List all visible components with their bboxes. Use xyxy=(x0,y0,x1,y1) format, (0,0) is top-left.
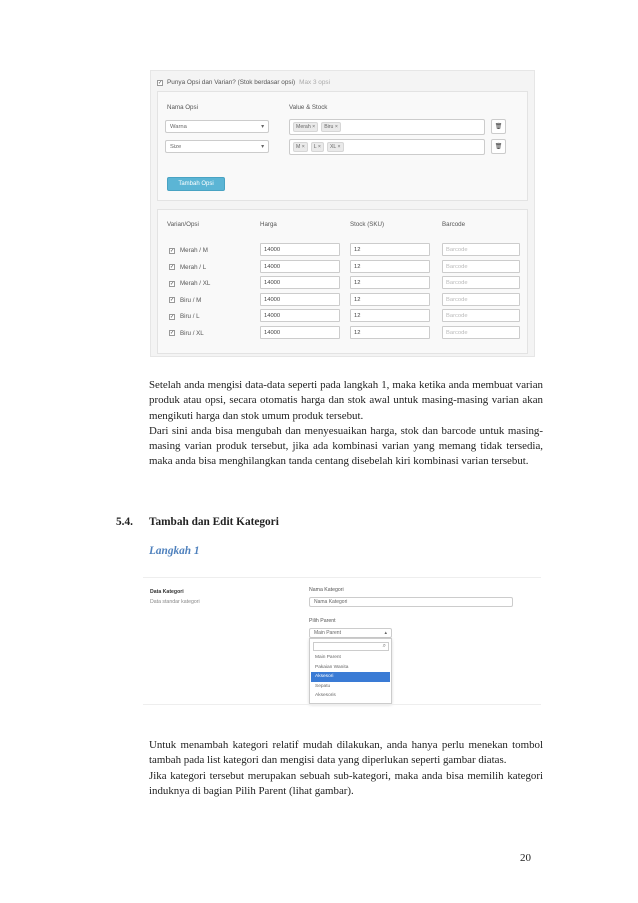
pilih-parent-label: Pilih Parent xyxy=(309,618,336,624)
step-label: Langkah 1 xyxy=(149,545,200,557)
variant-name-cell xyxy=(169,280,210,287)
value-tag[interactable]: L × xyxy=(311,142,324,152)
variant-screenshot xyxy=(150,70,535,357)
delete-option-button[interactable] xyxy=(491,139,506,154)
trash-icon: 🗑 xyxy=(494,144,503,150)
dropdown-item[interactable]: Main Parent xyxy=(315,655,341,660)
divider xyxy=(143,704,541,705)
add-option-button[interactable]: Tambah Opsi xyxy=(167,177,225,191)
option-hint: Max 3 opsi xyxy=(299,79,331,86)
trash-icon: 🗑 xyxy=(494,124,503,130)
stock-input[interactable]: 12 xyxy=(350,326,430,339)
variant-name-cell xyxy=(169,297,201,304)
delete-option-button[interactable] xyxy=(491,119,506,134)
option-select-value: Size xyxy=(170,143,182,150)
variant-name: Merah / L xyxy=(180,263,207,271)
option-checkbox-label: Punya Opsi dan Varian? (Stok berdasar opsi) xyxy=(167,79,296,86)
stock-input[interactable]: 12 xyxy=(350,260,430,273)
harga-header: Harga xyxy=(260,221,277,228)
barcode-header: Barcode xyxy=(442,221,466,228)
paragraph-line: Jika kategori tersebut merupakan sebuah sub-kategori, maka anda bisa memilih kategori induknya di bagian Pilih Parent (lihat gambar). xyxy=(149,769,543,797)
option-select-value: Warna xyxy=(170,123,187,130)
parent-select[interactable] xyxy=(309,628,392,638)
options-panel xyxy=(157,91,528,201)
value-tag[interactable]: Biru × xyxy=(321,122,341,132)
barcode-input[interactable]: Barcode xyxy=(442,276,520,289)
variant-name: Merah / XL xyxy=(180,280,211,287)
barcode-input[interactable]: Barcode xyxy=(442,243,520,256)
paragraph-line: Dari sini anda bisa mengubah dan menyesuaikan harga, stok dan barcode untuk masing-masing varian produk tersebut, jika ada kombinasi varian yang memang tidak tersedia, maka anda bisa menghilangkan tanda centang disebelah kiri kombinasi varian tersebut. xyxy=(149,424,543,468)
value-stock-header: Value & Stock xyxy=(289,104,328,111)
variant-row xyxy=(158,309,527,325)
option-select-size[interactable] xyxy=(165,140,269,153)
variant-checkbox[interactable]: ✓ xyxy=(170,264,175,270)
chevron-down-icon: ▾ xyxy=(261,123,264,130)
variant-name: Biru / L xyxy=(180,313,200,320)
paragraph-variants xyxy=(149,378,543,470)
paragraph-line: Setelah anda mengisi data-data seperti pada langkah 1, maka ketika anda membuat varian produk atau opsi, secara otomatis harga dan stok awal untuk masing-masing varian akan mengikuti harga dan stok umum produk tersebut. xyxy=(149,379,543,422)
chevron-down-icon: ▾ xyxy=(261,143,264,150)
variant-checkbox[interactable]: ✓ xyxy=(170,330,175,336)
variants-panel xyxy=(157,209,528,354)
page-number: 20 xyxy=(520,852,531,864)
stock-input[interactable]: 12 xyxy=(350,243,430,256)
option-toggle[interactable] xyxy=(157,79,330,86)
harga-input[interactable]: 14000 xyxy=(260,276,340,289)
variant-row xyxy=(158,293,527,309)
nama-opsi-header: Nama Opsi xyxy=(167,104,198,111)
variant-name-cell xyxy=(169,313,200,320)
option-checkbox[interactable]: ✓ xyxy=(158,79,163,86)
section-title: Tambah dan Edit Kategori xyxy=(149,516,279,528)
variant-checkbox[interactable]: ✓ xyxy=(170,297,175,303)
dropdown-item[interactable]: Aksesoris xyxy=(315,693,336,698)
nama-kategori-label: Nama Kategori xyxy=(309,587,344,593)
variant-checkbox[interactable]: ✓ xyxy=(170,313,175,320)
dropdown-item[interactable]: Pakaian Wanita xyxy=(315,664,349,670)
variant-name-cell xyxy=(169,330,204,337)
variant-name: Biru / XL xyxy=(180,329,204,337)
barcode-input[interactable]: Barcode xyxy=(442,309,520,322)
chevron-up-icon: ▴ xyxy=(384,630,387,636)
harga-input[interactable]: 14000 xyxy=(260,293,340,306)
parent-dropdown xyxy=(309,638,392,704)
dropdown-item[interactable]: Sepatu xyxy=(315,683,331,689)
nama-kategori-input[interactable] xyxy=(309,597,513,607)
section-number: 5.4. xyxy=(116,516,133,528)
variant-header: Varian/Opsi xyxy=(167,221,199,228)
value-tag-input-size[interactable] xyxy=(289,139,485,155)
paragraph-line: Untuk menambah kategori relatif mudah dilakukan, anda hanya perlu menekan tombol tambah pada list kategori dan mengisi data yang diperlukan seperti gambar diatas. xyxy=(149,739,543,767)
variant-name: Biru / M xyxy=(180,296,202,304)
barcode-input[interactable]: Barcode xyxy=(442,293,520,306)
dropdown-search-input[interactable] xyxy=(313,642,389,651)
stock-input[interactable]: 12 xyxy=(350,276,430,289)
harga-input[interactable]: 14000 xyxy=(260,260,340,273)
data-kategori-title: Data Kategori xyxy=(150,589,184,595)
data-kategori-subtitle: Data standar kategori xyxy=(150,599,200,605)
category-screenshot xyxy=(143,577,541,707)
dropdown-list xyxy=(311,653,390,701)
stock-header: Stock (SKU) xyxy=(350,221,385,228)
stock-input[interactable]: 12 xyxy=(350,309,430,322)
variant-name-cell xyxy=(169,264,206,271)
harga-input[interactable]: 14000 xyxy=(260,326,340,339)
value-tag-input-warna[interactable] xyxy=(289,119,485,135)
variant-name: Merah / M xyxy=(180,247,208,254)
paragraph-category xyxy=(149,738,543,799)
dropdown-item[interactable]: Aksesori xyxy=(311,672,390,682)
variant-row xyxy=(158,276,527,292)
variant-rows xyxy=(158,243,527,353)
variant-checkbox[interactable]: ✓ xyxy=(170,247,175,254)
option-select-warna[interactable] xyxy=(165,120,269,133)
value-tag[interactable]: XL × xyxy=(327,142,344,152)
barcode-input[interactable]: Barcode xyxy=(442,260,520,273)
variant-row xyxy=(158,326,527,342)
parent-select-value: Main Parent xyxy=(314,630,341,636)
stock-input[interactable]: 12 xyxy=(350,293,430,306)
variant-row xyxy=(158,243,527,259)
divider xyxy=(143,577,541,578)
nama-kategori-value: Nama Kategori xyxy=(314,599,348,605)
barcode-input[interactable]: Barcode xyxy=(442,326,520,339)
search-icon: ⌕ xyxy=(382,643,386,649)
harga-input[interactable]: 14000 xyxy=(260,309,340,322)
variant-row xyxy=(158,260,527,276)
variant-checkbox[interactable]: ✓ xyxy=(170,280,175,287)
variant-name-cell xyxy=(169,247,208,254)
value-tag[interactable]: Merah × xyxy=(293,122,318,132)
value-tag[interactable]: M × xyxy=(293,142,308,152)
harga-input[interactable]: 14000 xyxy=(260,243,340,256)
